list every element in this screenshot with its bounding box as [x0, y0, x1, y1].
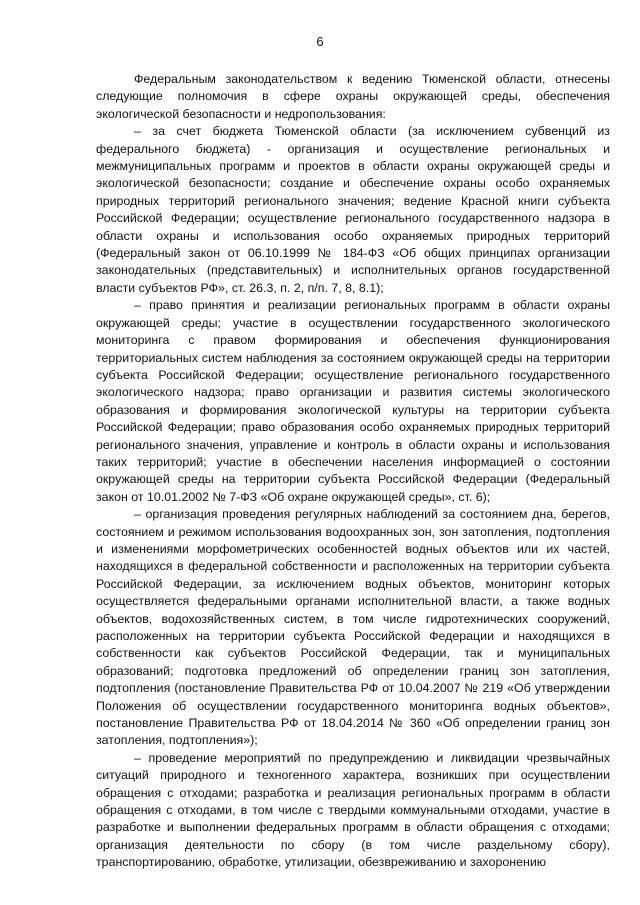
paragraph-water-monitoring: – организация проведения регулярных наблюдений за состоянием дна, берегов, состоянием и режимом использования водоохранных зон, зон затопления, подтопления и изменениями морфометрических особенностей водных объектов или их частей, находящихся в федеральной собственности и расположенных на территории субъекта Российской Федерации, за исключением водных объектов, мониторинг которых осуществляется федеральными органами исполнительной власти, а также водных объектов, водохозяйственных систем, в том числе гидротехнических сооружений, расположенных на территории субъекта Российской Федерации и находящихся в собственности как субъектов Российской Федерации, так и муниципальных образований; подготовка предложений об определении границ зон затопления, подтопления (постановление Правительства РФ от 10.04.2007 № 219 «Об утверждении Положения об осуществлении государственного мониторинга водных объектов», постановление Правительства РФ от 18.04.2014 № 360 «Об определении границ зон затопления, подтопления»);	[96, 507, 610, 748]
paragraph-budget-powers: – за счет бюджета Тюменской области (за исключением субвенций из федерального бюджета) - организация и осуществление региональных и межмуниципальных программ и проектов в области охраны окружающей среды и экологической безопасности; создание и обеспечение охраны особо охраняемых природных территорий регионального значения; ведение Красной книги субъекта Российской Федерации; осуществление регионального государственного надзора в области охраны и использования особо охраняемых природных территорий (Федеральный закон от 06.10.1999 № 184-ФЗ «Об общих принципах организации законодательных (представительных) и исполнительных органов государственной власти субъектов РФ», ст. 26.3, п. 2, п/п. 7, 8, 8.1);	[96, 124, 610, 295]
paragraph-waste-management: – проведение мероприятий по предупреждению и ликвидации чрезвычайных ситуаций природного и техногенного характера, возникших при осуществлении обращения с отходами; разработка и реализация региональных программ в области обращения с отходами, в том числе с твердыми коммунальными отходами, участие в разработке и выполнении федеральных программ в области обращения с отходами; организация деятельности по сбору (в том числе раздельному сбору), транспортированию, обработке, утилизации, обезвреживанию и захоронению	[96, 750, 610, 870]
paragraph-regional-programs: – право принятия и реализации региональных программ в области охраны окружающей среды; участие в осуществлении государственного экологического мониторинга с правом формирования и обеспечения функционирования территориальных систем наблюдения за состоянием окружающей среды на территории субъекта Российской Федерации; осуществление регионального государственного экологического надзора; право организации и развития системы экологического образования и формирования экологической культуры на территории субъекта Российской Федерации; право образования особо охраняемых природных территорий регионального значения, управление и контроль в области охраны и использования таких территорий; участие в обеспечении населения информацией о состоянии окружающей среды на территории субъекта Российской Федерации (Федеральный закон от 10.01.2002 № 7-ФЗ «Об охране окружающей среды», ст. 6);	[96, 298, 610, 504]
paragraph-intro: Федеральным законодательством к ведению Тюменской области, отнесены следующие полномочия в сфере охраны окружающей среды, обеспечения экологической безопасности и недропользования:	[96, 72, 610, 121]
page-number: 6	[316, 34, 324, 49]
document-body	[96, 71, 610, 872]
